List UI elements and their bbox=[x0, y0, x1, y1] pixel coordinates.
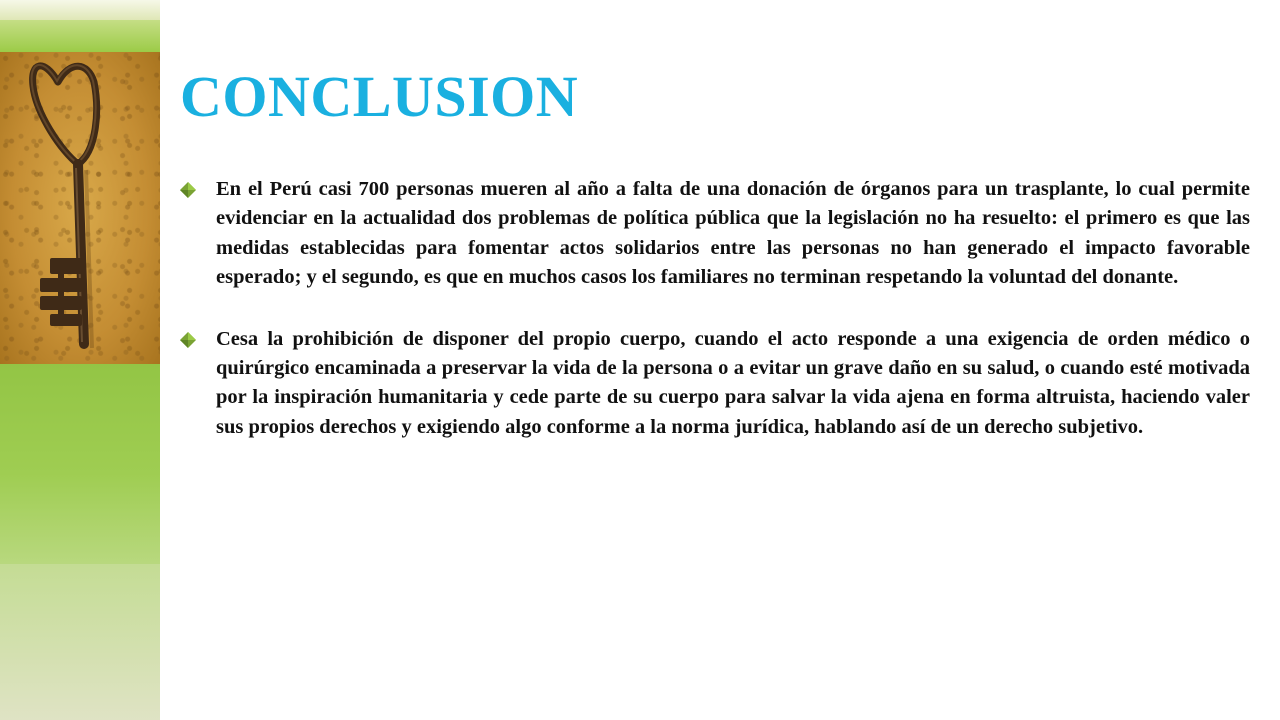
sidebar-decoration bbox=[0, 0, 160, 720]
sidebar-fade-section bbox=[0, 564, 160, 720]
bullet-item bbox=[178, 325, 1250, 443]
key-icon bbox=[0, 52, 160, 364]
bullet-text: En el Perú casi 700 personas mueren al año a falta de una donación de órganos para un trasplante, lo cual permite evidenciar en la actualidad dos problemas de política pública que la legislación no ha resuelto: el primero es que las medidas establecidas para fomentar actos solidarios entre las personas no han generado el impacto favorable esperado; y el segundo, es que en muchos casos los familiares no terminan respetando la voluntad del donante. bbox=[216, 178, 1250, 289]
sidebar-top-fade bbox=[0, 0, 160, 20]
sidebar-green-section bbox=[0, 364, 160, 564]
bullet-item bbox=[178, 175, 1250, 293]
diamond-bullet-icon bbox=[180, 182, 196, 198]
slide-title: CONCLUSION bbox=[180, 64, 579, 129]
old-key-image bbox=[0, 52, 160, 364]
sidebar-green-band bbox=[0, 20, 160, 52]
bullet-list bbox=[178, 175, 1250, 474]
diamond-bullet-icon bbox=[180, 332, 196, 348]
bullet-text: Cesa la prohibición de disponer del propio cuerpo, cuando el acto responde a una exigencia de orden médico o quirúrgico encaminada a preservar la vida de la persona o a evitar un grave daño en su salud, o cuando esté motivada por la inspiración humanitaria y cede parte de su cuerpo para salvar la vida ajena en forma altruista, haciendo valer sus propios derechos y exigiendo algo conforme a la norma jurídica, hablando así de un derecho subjetivo. bbox=[216, 327, 1250, 438]
